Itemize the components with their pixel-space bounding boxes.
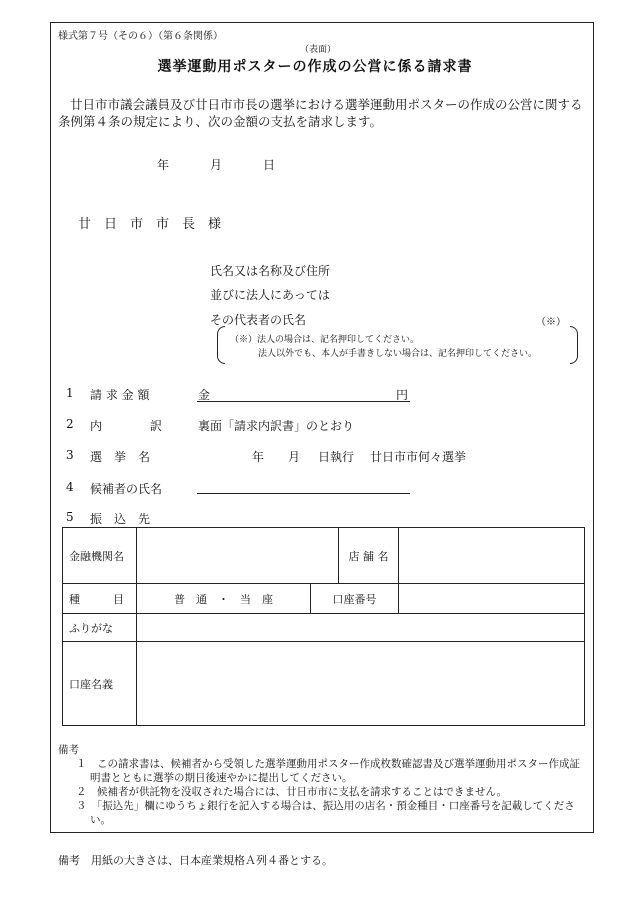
item-3-label: 選 挙 名 [90,450,151,464]
seal-note-2: 法人以外でも、本人が手書きしない場合は、記名押印してください。 [258,349,538,359]
remarks [58,743,586,827]
election-day: 日執行 [318,450,355,464]
bank-row-type [63,584,585,614]
account-no-label: 口座番号 [311,584,399,614]
item-5-label: 振 込 先 [90,512,151,526]
applicant-line1: 氏名又は名称及び住所 [210,264,331,278]
institution-label: 金融機関名 [63,528,137,584]
seal-mark: （※） [536,317,566,328]
side-label: （表面） [300,45,337,55]
account-no-field[interactable] [399,584,585,614]
election-year: 年 [252,450,265,464]
seal-note-1: （※）法人の場合は、記名押印してください。 [230,335,420,345]
date-month: 月 [210,158,223,172]
account-name-label: 口座名義 [63,642,137,726]
furigana-field[interactable] [137,614,585,642]
applicant-line2: 並びに法人にあっては [210,288,330,302]
item-4-num: 4 [66,480,74,494]
branch-label: 店 舗 名 [339,528,399,584]
applicant-line3: その代表者の氏名 [210,313,307,327]
item-2-label: 内 訳 [90,419,163,433]
page-title: 選挙運動用ポスターの作成の公営に係る請求書 [157,59,473,75]
form-number: 様式第７号（その６）（第６条関係） [58,31,223,42]
bank-table [62,527,585,726]
note-bracket-left [217,326,225,364]
type-options[interactable]: 普 通 ・ 当 座 [137,584,311,614]
institution-field[interactable] [137,528,339,584]
bank-row-institution [63,528,585,584]
amount-yen: 円 [396,388,409,402]
amount-underline [197,401,410,402]
item-2-num: 2 [66,417,74,431]
remark-3: ３ 「振込先」欄にゆうちょ銀行を記入する場合は、振込用の店名・預金種目・口座番号を記載してください。 [76,800,575,826]
item-5-num: 5 [66,510,74,524]
bank-row-furigana [63,614,585,642]
item-1-num: 1 [66,386,74,400]
bank-row-account-name [63,642,585,726]
remark-2: ２ 候補者が供託物を没収された場合には、廿日市市に支払を請求することはできません。 [76,786,508,798]
intro-paragraph: 廿日市市議会議員及び廿日市市長の選挙における選挙運動用ポスターの作成の公営に関する条例第４条の規定により、次の金額の支払を請求します。 [58,97,583,129]
date-day: 日 [263,158,276,172]
remarks-heading: 備考 [58,744,79,756]
furigana-label: ふりがな [63,614,137,642]
type-label: 種 目 [63,584,137,614]
date-year: 年 [157,158,170,172]
note-bracket-right [570,326,578,364]
account-name-field[interactable] [137,642,585,726]
election-month: 月 [288,450,301,464]
election-name: 廿日市市何々選挙 [370,450,467,464]
item-4-label: 候補者の氏名 [90,482,163,496]
item-1-label: 請 求 金 額 [90,388,150,402]
item-3-num: 3 [66,448,74,462]
remark-1: １ この請求書は、候補者から受領した選挙運動用ポスター作成枚数確認書及び選挙運動用ポスター作成証明書とともに選挙の期日後速やかに提出してください。 [76,758,580,784]
candidate-name-line [197,493,410,494]
breakdown-value: 裏面「請求内訳書」のとおり [198,419,355,433]
amount-kin: 金 [198,388,211,402]
footer-note: 備考 用紙の大きさは、日本産業規格Ａ列４番とする。 [58,854,333,867]
branch-field[interactable] [399,528,585,584]
addressee: 廿 日 市 市 長 様 [78,217,222,232]
